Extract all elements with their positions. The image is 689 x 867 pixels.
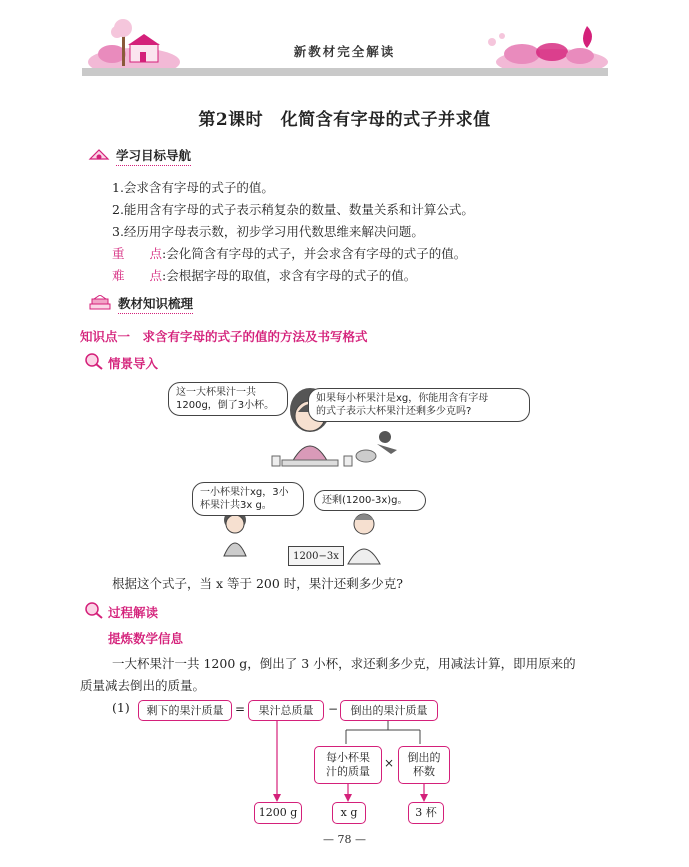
poured-juice-box: 倒出的果汁质量 bbox=[340, 700, 438, 721]
objective-item: 3.经历用字母表示数，初步学习用代数思维来解决问题。 bbox=[112, 224, 424, 239]
header-title: 新教材完全解读 bbox=[293, 44, 396, 59]
value-cups-box: 3 杯 bbox=[408, 802, 444, 824]
process-sub-heading: 提炼数学信息 bbox=[108, 631, 184, 646]
diagram-index: (1) bbox=[112, 700, 130, 715]
knowledge-heading-label: 教材知识梳理 bbox=[118, 294, 193, 314]
key-point-text: :会化简含有字母的式子，并会求含有字母的式子的值。 bbox=[162, 246, 467, 261]
box-text: 每小杯果 bbox=[326, 751, 370, 764]
process-heading-label: 过程解读 bbox=[108, 604, 159, 620]
remaining-juice-box: 剩下的果汁质量 bbox=[138, 700, 232, 721]
value-per-cup-box: x g bbox=[332, 802, 366, 824]
blackboard-sign: 1200−3x bbox=[288, 546, 344, 566]
knowledge-point-title: 知识点一 求含有字母的式子的值的方法及书写格式 bbox=[80, 329, 368, 344]
bubble-text: 这一大杯果汁一共 bbox=[176, 387, 256, 398]
times-sign: × bbox=[384, 756, 395, 770]
bubble-text: 1200g，倒了3小杯。 bbox=[176, 400, 275, 411]
objectives-heading-label: 学习目标导航 bbox=[116, 146, 191, 166]
cups-count-box bbox=[398, 746, 450, 784]
value-total-box: 1200 g bbox=[254, 802, 302, 824]
process-paragraph-line: 质量减去倒出的质量。 bbox=[80, 678, 206, 693]
process-paragraph-line: 一大杯果汁一共 1200 g，倒出了 3 小杯，求还剩多少克，用减法计算，即用原来的 bbox=[112, 656, 576, 671]
bubble-text: 如果每小杯果汁是xg，你能用含有字母 bbox=[316, 393, 489, 404]
bubble-text: 一小杯果汁xg，3小 bbox=[200, 487, 289, 498]
box-text: 汁的质量 bbox=[326, 765, 370, 778]
total-juice-box: 果汁总质量 bbox=[248, 700, 324, 721]
difficulty-label: 难 点 bbox=[112, 268, 163, 283]
per-cup-mass-box bbox=[314, 746, 382, 784]
minus-sign: − bbox=[328, 702, 339, 716]
objective-item: 2.能用含有字母的式子表示稍复杂的数量、数量关系和计算公式。 bbox=[112, 202, 474, 217]
key-point-label: 重 点 bbox=[112, 246, 163, 261]
page-number: — 78 — bbox=[323, 833, 366, 846]
bubble-text: 的式子表示大杯果汁还剩多少克吗? bbox=[316, 406, 472, 417]
objective-item: 1.会求含有字母的式子的值。 bbox=[112, 180, 274, 195]
bubble-text: 杯果汁共3x g。 bbox=[200, 500, 272, 511]
box-text: 杯数 bbox=[413, 765, 435, 778]
lesson-title: 第2课时 化简含有字母的式子并求值 bbox=[198, 110, 491, 130]
box-text: 倒出的 bbox=[407, 751, 441, 764]
equals-sign: = bbox=[235, 702, 246, 716]
scene-question: 根据这个式子，当 x 等于 200 时，果汁还剩多少克? bbox=[112, 576, 404, 591]
bubble-text: 还剩(1200-3x)g。 bbox=[322, 495, 408, 506]
scene-heading-label: 情景导入 bbox=[108, 355, 159, 371]
difficulty-text: :会根据字母的取值，求含有字母的式子的值。 bbox=[162, 268, 417, 283]
